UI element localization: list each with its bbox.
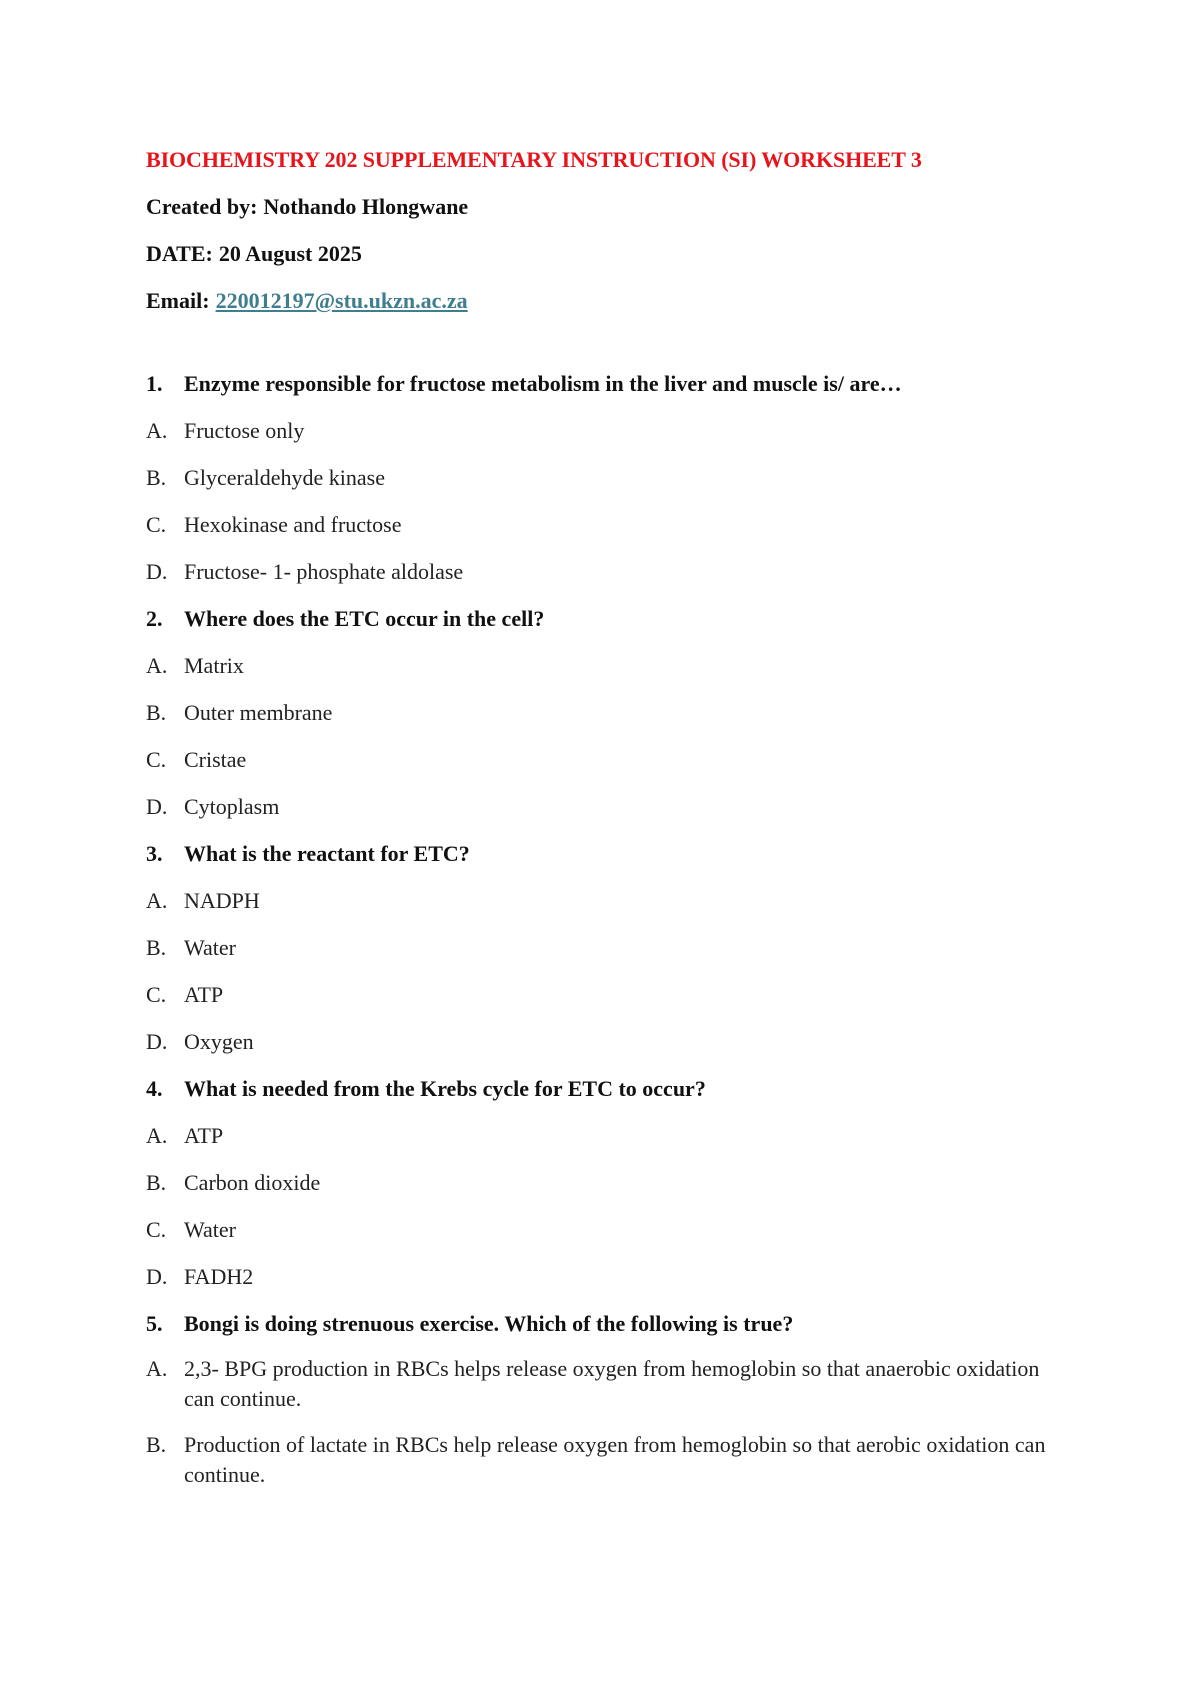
option-letter: A. (146, 418, 168, 443)
question-text: What is needed from the Krebs cycle for ETC to occur? (184, 1076, 706, 1101)
question-2-option-b (146, 696, 1066, 730)
option-letter: B. (146, 700, 167, 725)
question-1-option-c (146, 508, 1066, 542)
worksheet-title: BIOCHEMISTRY 202 SUPPLEMENTARY INSTRUCTION (SI) WORKSHEET 3 (146, 147, 922, 172)
question-5-option-a (146, 1354, 1066, 1414)
option-letter: A. (146, 888, 168, 913)
option-text: NADPH (184, 888, 260, 913)
header-spacer (146, 331, 1066, 367)
question-number: 3. (146, 841, 163, 866)
question-number: 5. (146, 1311, 163, 1336)
option-letter: B. (146, 1170, 167, 1195)
question-5-option-b (146, 1430, 1066, 1490)
option-text: Carbon dioxide (184, 1170, 321, 1195)
question-2-option-d (146, 790, 1066, 824)
option-letter: A. (146, 653, 168, 678)
option-text: Hexokinase and fructose (184, 512, 402, 537)
option-letter: A. (146, 1356, 168, 1381)
date-line (146, 237, 1066, 271)
option-text: 2,3- BPG production in RBCs helps release oxygen from hemoglobin so that anaerobic oxidation can continue. (184, 1356, 1040, 1411)
option-letter: B. (146, 1432, 167, 1457)
question-number: 1. (146, 371, 163, 396)
question-5 (146, 1307, 1066, 1341)
author-name: Nothando Hlongwane (263, 194, 469, 219)
created-by-label: Created by: (146, 194, 258, 219)
option-text: Glyceraldehyde kinase (184, 465, 385, 490)
email-line (146, 284, 1066, 318)
question-number: 4. (146, 1076, 163, 1101)
option-text: Production of lactate in RBCs help release oxygen from hemoglobin so that aerobic oxidation can continue. (184, 1432, 1046, 1487)
option-text: Cytoplasm (184, 794, 280, 819)
option-text: Cristae (184, 747, 247, 772)
email-label: Email: (146, 288, 210, 313)
option-letter: C. (146, 1217, 167, 1242)
option-text: Matrix (184, 653, 244, 678)
date-label: DATE: (146, 241, 213, 266)
question-text: Enzyme responsible for fructose metabolism in the liver and muscle is/ are… (184, 371, 902, 396)
worksheet-page (146, 143, 1066, 1506)
question-1 (146, 367, 1066, 401)
created-by-line (146, 190, 1066, 224)
option-text: Fructose only (184, 418, 305, 443)
option-letter: D. (146, 794, 168, 819)
option-letter: B. (146, 465, 167, 490)
option-letter: A. (146, 1123, 168, 1148)
date-value: 20 August 2025 (218, 241, 362, 266)
option-text: Water (184, 935, 236, 960)
question-2 (146, 602, 1066, 636)
question-1-option-a (146, 414, 1066, 448)
option-text: Oxygen (184, 1029, 254, 1054)
question-text: What is the reactant for ETC? (184, 841, 470, 866)
question-3-option-a (146, 884, 1066, 918)
question-number: 2. (146, 606, 163, 631)
question-4 (146, 1072, 1066, 1106)
question-3-option-b (146, 931, 1066, 965)
question-1-option-b (146, 461, 1066, 495)
question-3-option-c (146, 978, 1066, 1012)
option-letter: D. (146, 1264, 168, 1289)
question-2-option-c (146, 743, 1066, 777)
option-letter: C. (146, 512, 167, 537)
question-3 (146, 837, 1066, 871)
option-text: Water (184, 1217, 236, 1242)
question-1-option-d (146, 555, 1066, 589)
email-link[interactable]: 220012197@stu.ukzn.ac.za (215, 288, 468, 313)
question-4-option-a (146, 1119, 1066, 1153)
question-list (146, 367, 1066, 1490)
option-text: ATP (184, 1123, 224, 1148)
option-text: FADH2 (184, 1264, 254, 1289)
question-text: Where does the ETC occur in the cell? (184, 606, 545, 631)
option-letter: C. (146, 982, 167, 1007)
option-letter: D. (146, 559, 168, 584)
option-text: Outer membrane (184, 700, 333, 725)
question-3-option-d (146, 1025, 1066, 1059)
option-text: Fructose- 1- phosphate aldolase (184, 559, 464, 584)
question-4-option-b (146, 1166, 1066, 1200)
option-letter: C. (146, 747, 167, 772)
option-letter: D. (146, 1029, 168, 1054)
question-text: Bongi is doing strenuous exercise. Which of the following is true? (184, 1311, 794, 1336)
option-letter: B. (146, 935, 167, 960)
question-4-option-d (146, 1260, 1066, 1294)
question-4-option-c (146, 1213, 1066, 1247)
option-text: ATP (184, 982, 224, 1007)
question-2-option-a (146, 649, 1066, 683)
